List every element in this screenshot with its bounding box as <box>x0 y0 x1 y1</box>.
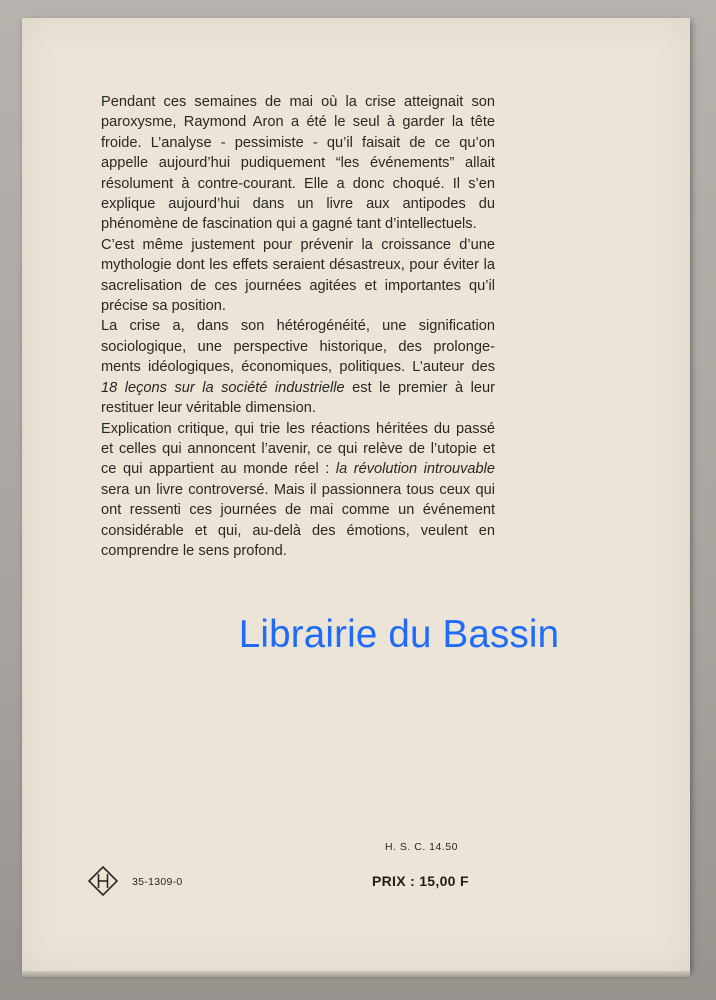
blurb-paragraph-4-tail: sera un livre controversé. Mais il passionnera tous ceux qui ont ressenti ces journées de mai comme un événement considérable et qui, au-delà des émotions, veulent en comprendre le sens profond. <box>101 481 495 559</box>
blurb-paragraph-4-lead: Explication critique, qui trie les réactions héritées du passé et celles qui annoncent l’avenir, ce qui relève de l’utopie et ce qui appartient au monde réel : <box>101 420 495 478</box>
blurb-paragraph-4 <box>101 419 495 562</box>
blurb-paragraph-1: Pendant ces semaines de mai où la crise atteignait son paroxysme, Raymond Aron a été le seul à garder la tête froide. L’analyse - pessimiste - qu’il faisait de ce qu’on appelle aujourd’hui pudiquement “les événements” allait résolument à contre-courant. Elle a donc choqué. Il s’en explique aujourd’hui dans un livre aux antipodes du phénomène de fascination qui a gagné tant d’intellectuels. <box>101 94 495 233</box>
hsc-code: H. S. C. 14.50 <box>385 841 458 853</box>
book-title-italic: la révolution introuvable <box>335 461 495 478</box>
catalog-number: 35-1309-0 <box>132 876 183 888</box>
blurb-paragraph-3-lead: La crise a, dans son hétérogénéité, une signification sociologique, une perspective historique, des prolonge-ments idéologiques, économiques, politiques. L’auteur des <box>101 318 495 376</box>
back-cover-blurb <box>101 92 495 561</box>
blurb-paragraph-2: C’est même justement pour prévenir la croissance d’une mythologie dont les effets seraient désastreux, pour éviter la sacrelisation de ces journées agitées et importantes qu’il précise sa position. <box>101 236 495 315</box>
book-bottom-edge <box>22 971 690 977</box>
blurb-paragraph-3-tail: est le premier à leur restituer leur véritable dimension. <box>101 379 495 417</box>
publisher-monogram-icon <box>88 866 118 896</box>
price-label: PRIX : 15,00 F <box>372 873 469 889</box>
bookseller-watermark: Librairie du Bassin <box>238 613 560 656</box>
blurb-paragraph-3 <box>101 316 495 418</box>
cited-book-title: 18 leçons sur la société industrielle <box>101 379 345 396</box>
